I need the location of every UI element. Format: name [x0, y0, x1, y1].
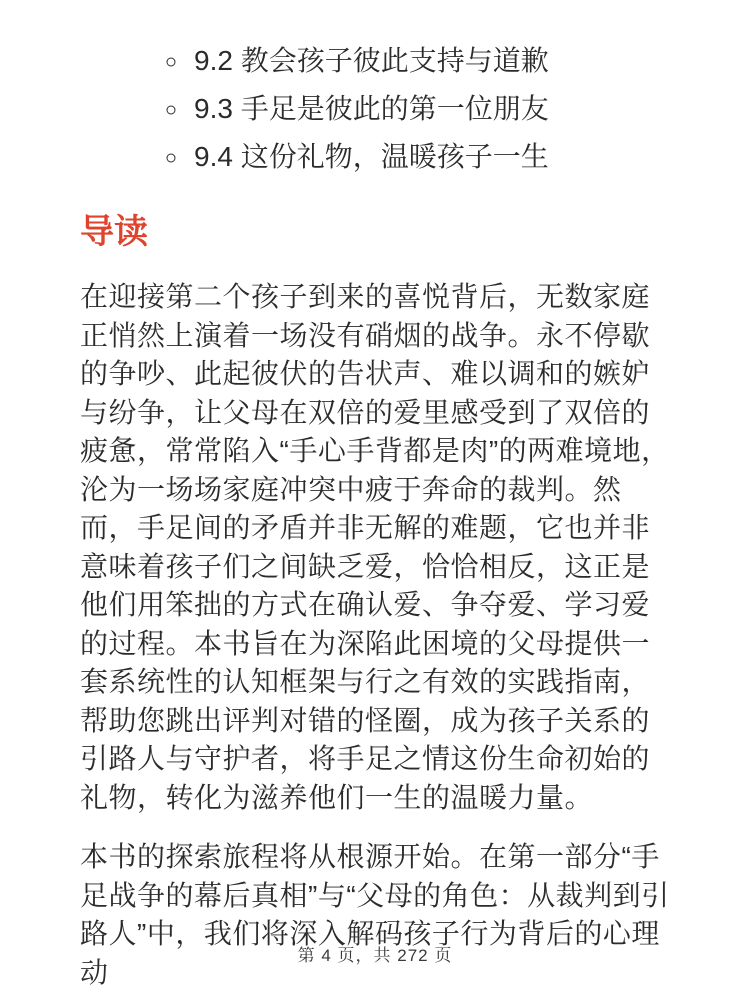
- toc-list: [80, 42, 672, 176]
- page-number-footer: 第 4 页，共 272 页: [297, 946, 453, 965]
- paragraph: 本书的探索旅程将从根源开始。在第一部分“手足战争的幕后真相”与“父母的角色：从裁判到引路人”中，我们将深入解码孩子行为背后的心理动: [80, 841, 670, 988]
- toc-item: ◦ 9.3 手足是彼此的第一位朋友: [190, 90, 672, 128]
- section-heading: 导读: [80, 213, 148, 251]
- toc-item: ◦ 9.2 教会孩子彼此支持与道歉: [190, 42, 672, 80]
- paragraph: 在迎接第二个孩子到来的喜悦背后，无数家庭正悄然上演着一场没有硝烟的战争。永不停歇的争吵、此起彼伏的告状声、难以调和的嫉妒与纷争，让父母在双倍的爱里感受到了双倍的疲惫，常常陷入“手心手背都是肉”的两难境地，沦为一场场家庭冲突中疲于奔命的裁判。然而，手足间的矛盾并非无解的难题，它也并非意味着孩子们之间缺乏爱，恰恰相反，这正是他们用笨拙的方式在确认爱、争夺爱、学习爱的过程。本书旨在为深陷此困境的父母提供一套系统性的认知框架与行之有效的实践指南，帮助您跳出评判对错的怪圈，成为孩子关系的引路人与守护者，将手足之情这份生命初始的礼物，转化为滋养他们一生的温暖力量。: [80, 281, 670, 813]
- toc-item: ◦ 9.4 这份礼物，温暖孩子一生: [190, 138, 672, 176]
